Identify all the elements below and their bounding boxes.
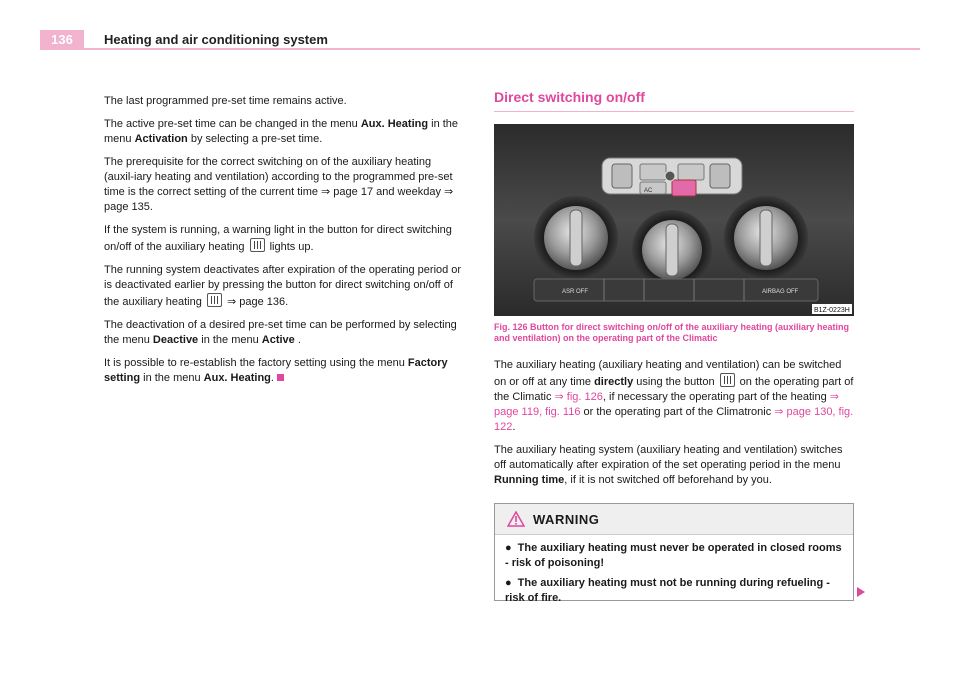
right-column — [494, 90, 854, 496]
heating-button-icon — [720, 373, 735, 387]
paragraph: The prerequisite for the correct switching on of the auxiliary heating (auxil-iary heating and ventilation) according to the programmed pre-set time is the correct setting of the current time ⇒ page 17 and weekday ⇒ page 135. — [104, 156, 454, 213]
paragraph: The auxiliary heating (auxiliary heating and ventilation) can be switched on or off at any time directly using the button on the operating part of the Climatic ⇒ fig. 126, if necessary the operating part of the heating ⇒ page 119, fig. 116 or the operating part of the Climatronic ⇒ page 130, fig. 122. — [494, 359, 854, 433]
warning-title: WARNING — [533, 511, 600, 527]
warning-header — [495, 504, 853, 535]
air-distribution-knob — [724, 196, 808, 280]
asr-off-label: ASR OFF — [562, 289, 589, 295]
temperature-knob — [534, 196, 618, 280]
figure-caption: Fig. 126 Button for direct switching on/off of the auxiliary heating (auxiliary heating and ventilation) on the operating part of the Climatic — [494, 322, 850, 343]
warning-item: ● The auxiliary heating must never be operated in closed rooms - risk of poisoning! — [505, 542, 842, 569]
paragraph: If the system is running, a warning light in the button for direct switching on/off of the auxiliary heating lights up. — [104, 224, 452, 253]
paragraph: The last programmed pre-set time remains active. — [104, 95, 347, 107]
page-130-link[interactable]: ⇒ page 130, fig. 122 — [494, 406, 854, 433]
paragraph: The active pre-set time can be changed in the menu Aux. Heating in the menu Activation by selecting a pre-set time. — [104, 118, 459, 145]
paragraph: It is possible to re-establish the factory setting using the menu Factory setting in the menu Aux. Heating. — [104, 357, 448, 384]
paragraph: The auxiliary heating system (auxiliary heating and ventilation) switches off automatically after expiration of the set operating period in the menu Running time, if it is not switched off beforehand by you. — [494, 444, 843, 486]
section-end-mark — [277, 374, 284, 381]
warning-box — [494, 503, 854, 604]
ac-label: AC — [644, 188, 653, 194]
heating-button-icon — [250, 238, 265, 252]
page-number: 136 — [40, 30, 84, 50]
climatic-panel-illustration — [494, 124, 854, 316]
warning-triangle-icon — [507, 511, 525, 527]
section-title: Direct switching on/off — [494, 89, 645, 105]
section-rule — [494, 111, 854, 112]
page-119-link[interactable]: ⇒ page 119, fig. 116 — [494, 391, 839, 418]
warning-body — [495, 535, 853, 617]
climatic-control-figure — [494, 124, 854, 316]
airbag-off-label: AIRBAG OFF — [762, 289, 799, 295]
figure-code: B1Z-0223H — [814, 307, 850, 314]
header-rule — [40, 48, 920, 50]
warning-item: ● The auxiliary heating must not be running during refueling - risk of fire. — [505, 577, 830, 604]
paragraph: The running system deactivates after expiration of the operating period or is deactivated earlier by pressing the button for direct switching on/off of the auxiliary heating ⇒ page 136. — [104, 264, 462, 308]
fig-126-link[interactable]: ⇒ fig. 126 — [554, 391, 603, 403]
next-page-arrow-icon[interactable] — [856, 586, 866, 598]
chapter-title: Heating and air conditioning system — [104, 32, 328, 47]
fan-speed-knob — [632, 210, 712, 290]
paragraph: The deactivation of a desired pre-set time can be performed by selecting the menu Deactive in the menu Active . — [104, 319, 457, 346]
left-column — [104, 94, 464, 394]
heating-button-icon — [207, 293, 222, 307]
page-header — [0, 0, 960, 52]
